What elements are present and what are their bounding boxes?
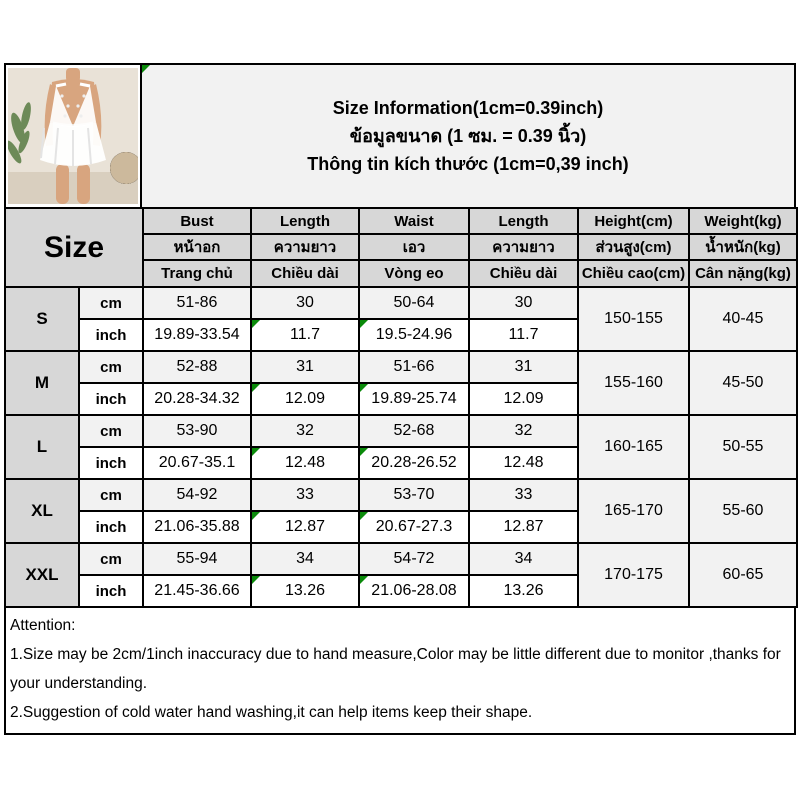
value-M-inch-3: 12.09 bbox=[469, 383, 578, 415]
title-line-en: Size Information(1cm=0.39inch) bbox=[332, 98, 604, 118]
weight-cell-M: 45-50 bbox=[689, 351, 797, 415]
value-XXL-cm-2: 54-72 bbox=[359, 543, 469, 575]
value-L-cm-2: 52-68 bbox=[359, 415, 469, 447]
value-XXL-inch-1: 13.26 bbox=[251, 575, 359, 607]
height-cell-L: 160-165 bbox=[578, 415, 689, 479]
size-corner-label: Size bbox=[5, 208, 143, 287]
value-M-inch-0: 20.28-34.32 bbox=[143, 383, 251, 415]
value-XXL-cm-0: 55-94 bbox=[143, 543, 251, 575]
col-header-th-1: ความยาว bbox=[251, 234, 359, 260]
unit-cell-S-inch: inch bbox=[79, 319, 143, 351]
product-photo-cell bbox=[4, 63, 142, 207]
title-line-vi: Thông tin kích thước (1cm=0,39 inch) bbox=[307, 154, 629, 174]
value-S-cm-1: 30 bbox=[251, 287, 359, 319]
col-header-th-3: ความยาว bbox=[469, 234, 578, 260]
size-cell-L: L bbox=[5, 415, 79, 479]
col-header-th-0: หน้าอก bbox=[143, 234, 251, 260]
height-cell-M: 155-160 bbox=[578, 351, 689, 415]
col-header-vi-3: Chiều dài bbox=[469, 260, 578, 287]
col-header-vi-2: Vòng eo bbox=[359, 260, 469, 287]
weight-cell-S: 40-45 bbox=[689, 287, 797, 351]
value-S-cm-3: 30 bbox=[469, 287, 578, 319]
value-S-cm-0: 51-86 bbox=[143, 287, 251, 319]
height-cell-S: 150-155 bbox=[578, 287, 689, 351]
value-XXL-inch-3: 13.26 bbox=[469, 575, 578, 607]
size-cell-S: S bbox=[5, 287, 79, 351]
value-M-inch-2: 19.89-25.74 bbox=[359, 383, 469, 415]
top-strip bbox=[4, 63, 796, 207]
value-S-inch-0: 19.89-33.54 bbox=[143, 319, 251, 351]
product-photo bbox=[8, 68, 138, 204]
row-XXL-cm bbox=[5, 543, 797, 575]
weight-cell-L: 50-55 bbox=[689, 415, 797, 479]
size-cell-XL: XL bbox=[5, 479, 79, 543]
value-XL-cm-2: 53-70 bbox=[359, 479, 469, 511]
value-XXL-inch-2: 21.06-28.08 bbox=[359, 575, 469, 607]
unit-cell-XL-inch: inch bbox=[79, 511, 143, 543]
attention-block bbox=[4, 608, 796, 735]
value-L-inch-3: 12.48 bbox=[469, 447, 578, 479]
value-XXL-cm-1: 34 bbox=[251, 543, 359, 575]
value-XL-cm-0: 54-92 bbox=[143, 479, 251, 511]
row-XL-cm bbox=[5, 479, 797, 511]
value-XL-inch-1: 12.87 bbox=[251, 511, 359, 543]
value-M-cm-2: 51-66 bbox=[359, 351, 469, 383]
value-S-inch-1: 11.7 bbox=[251, 319, 359, 351]
unit-cell-L-cm: cm bbox=[79, 415, 143, 447]
unit-cell-XXL-inch: inch bbox=[79, 575, 143, 607]
attention-items bbox=[10, 640, 788, 727]
unit-cell-XXL-cm: cm bbox=[79, 543, 143, 575]
header-row-en bbox=[5, 208, 797, 234]
value-XL-inch-0: 21.06-35.88 bbox=[143, 511, 251, 543]
value-XXL-cm-3: 34 bbox=[469, 543, 578, 575]
height-cell-XXL: 170-175 bbox=[578, 543, 689, 607]
value-M-cm-3: 31 bbox=[469, 351, 578, 383]
size-cell-XXL: XXL bbox=[5, 543, 79, 607]
value-S-inch-3: 11.7 bbox=[469, 319, 578, 351]
value-XL-cm-1: 33 bbox=[251, 479, 359, 511]
unit-cell-S-cm: cm bbox=[79, 287, 143, 319]
weight-cell-XL: 55-60 bbox=[689, 479, 797, 543]
value-L-cm-1: 32 bbox=[251, 415, 359, 447]
size-table bbox=[4, 207, 798, 608]
unit-cell-L-inch: inch bbox=[79, 447, 143, 479]
size-table-body bbox=[5, 208, 797, 607]
value-XL-cm-3: 33 bbox=[469, 479, 578, 511]
attention-heading: Attention: bbox=[10, 617, 76, 634]
col-header-vi-5: Cân nặng(kg) bbox=[689, 260, 797, 287]
col-header-th-4: ส่วนสูง(cm) bbox=[578, 234, 689, 260]
unit-cell-M-inch: inch bbox=[79, 383, 143, 415]
value-S-cm-2: 50-64 bbox=[359, 287, 469, 319]
col-header-en-5: Weight(kg) bbox=[689, 208, 797, 234]
value-L-cm-3: 32 bbox=[469, 415, 578, 447]
col-header-en-0: Bust bbox=[143, 208, 251, 234]
attention-item-2: 2.Suggestion of cold water hand washing,it can help items keep their shape. bbox=[10, 704, 533, 721]
value-M-cm-1: 31 bbox=[251, 351, 359, 383]
col-header-en-4: Height(cm) bbox=[578, 208, 689, 234]
height-cell-XL: 165-170 bbox=[578, 479, 689, 543]
col-header-vi-0: Trang chủ bbox=[143, 260, 251, 287]
value-M-inch-1: 12.09 bbox=[251, 383, 359, 415]
value-S-inch-2: 19.5-24.96 bbox=[359, 319, 469, 351]
value-L-inch-1: 12.48 bbox=[251, 447, 359, 479]
unit-cell-XL-cm: cm bbox=[79, 479, 143, 511]
col-header-en-2: Waist bbox=[359, 208, 469, 234]
col-header-vi-4: Chiều cao(cm) bbox=[578, 260, 689, 287]
row-S-cm bbox=[5, 287, 797, 319]
weight-cell-XXL: 60-65 bbox=[689, 543, 797, 607]
value-XL-inch-2: 20.67-27.3 bbox=[359, 511, 469, 543]
size-chart-sheet bbox=[4, 63, 796, 735]
title-line-th: ข้อมูลขนาด (1 ซม. = 0.39 นิ้ว) bbox=[349, 126, 587, 146]
value-XL-inch-3: 12.87 bbox=[469, 511, 578, 543]
col-header-en-3: Length bbox=[469, 208, 578, 234]
col-header-en-1: Length bbox=[251, 208, 359, 234]
row-L-cm bbox=[5, 415, 797, 447]
unit-cell-M-cm: cm bbox=[79, 351, 143, 383]
attention-item-1: 1.Size may be 2cm/1inch inaccuracy due to hand measure,Color may be little different due to monitor ,thanks for your understanding. bbox=[10, 646, 781, 692]
value-L-inch-2: 20.28-26.52 bbox=[359, 447, 469, 479]
col-header-vi-1: Chiều dài bbox=[251, 260, 359, 287]
value-L-inch-0: 20.67-35.1 bbox=[143, 447, 251, 479]
size-cell-M: M bbox=[5, 351, 79, 415]
value-XXL-inch-0: 21.45-36.66 bbox=[143, 575, 251, 607]
size-information-title-cell bbox=[142, 63, 796, 207]
col-header-th-2: เอว bbox=[359, 234, 469, 260]
value-M-cm-0: 52-88 bbox=[143, 351, 251, 383]
col-header-th-5: น้ำหนัก(kg) bbox=[689, 234, 797, 260]
value-L-cm-0: 53-90 bbox=[143, 415, 251, 447]
row-M-cm bbox=[5, 351, 797, 383]
